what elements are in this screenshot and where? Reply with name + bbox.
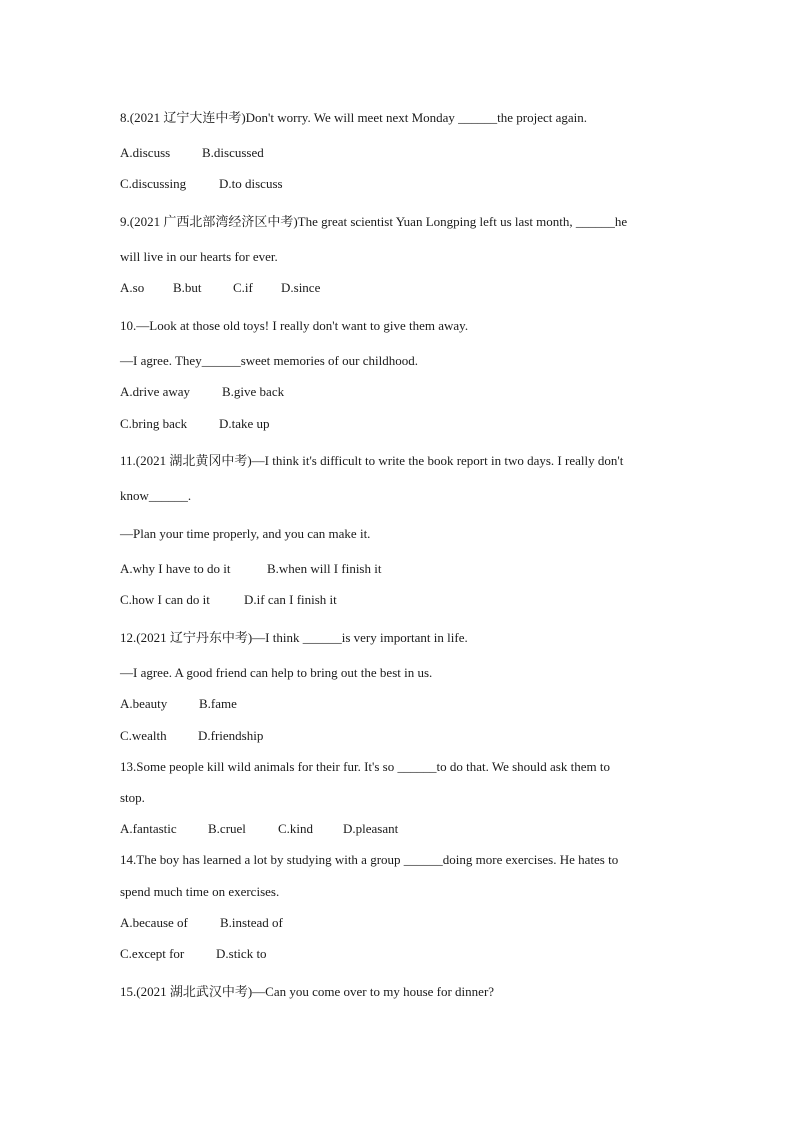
question-12-options-row-1 (120, 696, 237, 712)
option-b: B.cruel (208, 821, 246, 836)
question-11-stem-line-2: know______. (120, 488, 192, 503)
question-10-options-row-1 (120, 384, 284, 400)
option-d: D.since (281, 280, 321, 295)
option-c: C.how I can do it (120, 592, 210, 607)
question-12-stem-line-2: —I agree. A good friend can help to bring out the best in us. (120, 665, 433, 680)
option-b: B.when will I finish it (267, 561, 382, 576)
question-12-stem-line-1: 12.(2021 辽宁丹东中考)—I think ______is very important in life. (120, 630, 468, 645)
question-14-stem-line-1: 14.The boy has learned a lot by studying with a group ______doing more exercises. He hates to (120, 852, 619, 867)
option-d: D.stick to (216, 946, 267, 961)
option-b: B.instead of (220, 915, 283, 930)
question-11-stem-line-1: 11.(2021 湖北黄冈中考)—I think it's difficult to write the book report in two days. I really don't (120, 453, 624, 468)
question-8-stem-line-1: 8.(2021 辽宁大连中考)Don't worry. We will meet next Monday ______the project again. (120, 110, 588, 125)
option-d: D.if can I finish it (244, 592, 337, 607)
option-b: B.discussed (202, 145, 264, 160)
question-9-stem-line-2: will live in our hearts for ever. (120, 249, 278, 264)
option-b: B.give back (222, 384, 285, 399)
option-a: A.drive away (120, 384, 191, 399)
question-10-options-row-2 (120, 416, 270, 432)
option-a: A.beauty (120, 696, 168, 711)
option-c: C.wealth (120, 728, 167, 743)
question-14-options-row-1 (120, 915, 283, 931)
question-14-options-row-2 (120, 946, 267, 962)
question-11-options-row-2 (120, 592, 337, 608)
question-10-stem-line-2: —I agree. They______sweet memories of our childhood. (120, 353, 418, 368)
question-15-stem-line-1: 15.(2021 湖北武汉中考)—Can you come over to my house for dinner? (120, 984, 495, 999)
option-d: D.to discuss (219, 176, 283, 191)
question-8-options-row-1 (120, 145, 264, 161)
question-12-options-row-2 (120, 728, 263, 744)
option-a: A.why I have to do it (120, 561, 231, 576)
option-d: D.take up (219, 416, 270, 431)
option-a: A.so (120, 280, 145, 295)
question-9-stem-line-1: 9.(2021 广西北部湾经济区中考)The great scientist Yuan Longping left us last month, ______he (120, 214, 628, 229)
option-c: C.kind (278, 821, 314, 836)
question-9-options-row-1 (120, 280, 320, 296)
question-10-stem-line-1: 10.—Look at those old toys! I really don't want to give them away. (120, 318, 469, 333)
option-a: A.because of (120, 915, 188, 930)
question-13-options-row-1 (120, 821, 398, 837)
question-13-stem-line-2: stop. (120, 790, 145, 805)
option-b: B.fame (199, 696, 237, 711)
option-c: C.except for (120, 946, 185, 961)
option-c: C.if (233, 280, 253, 295)
option-d: D.pleasant (343, 821, 399, 836)
option-c: C.discussing (120, 176, 187, 191)
question-11-stem-line-3: —Plan your time properly, and you can make it. (120, 526, 371, 541)
option-c: C.bring back (120, 416, 188, 431)
question-8-options-row-2 (120, 176, 283, 192)
option-a: A.discuss (120, 145, 171, 160)
question-14-stem-line-2: spend much time on exercises. (120, 884, 280, 899)
question-13-stem-line-1: 13.Some people kill wild animals for their fur. It's so ______to do that. We should ask them to (120, 759, 610, 774)
option-b: B.but (173, 280, 202, 295)
option-a: A.fantastic (120, 821, 177, 836)
option-d: D.friendship (198, 728, 264, 743)
question-11-options-row-1 (120, 561, 381, 577)
